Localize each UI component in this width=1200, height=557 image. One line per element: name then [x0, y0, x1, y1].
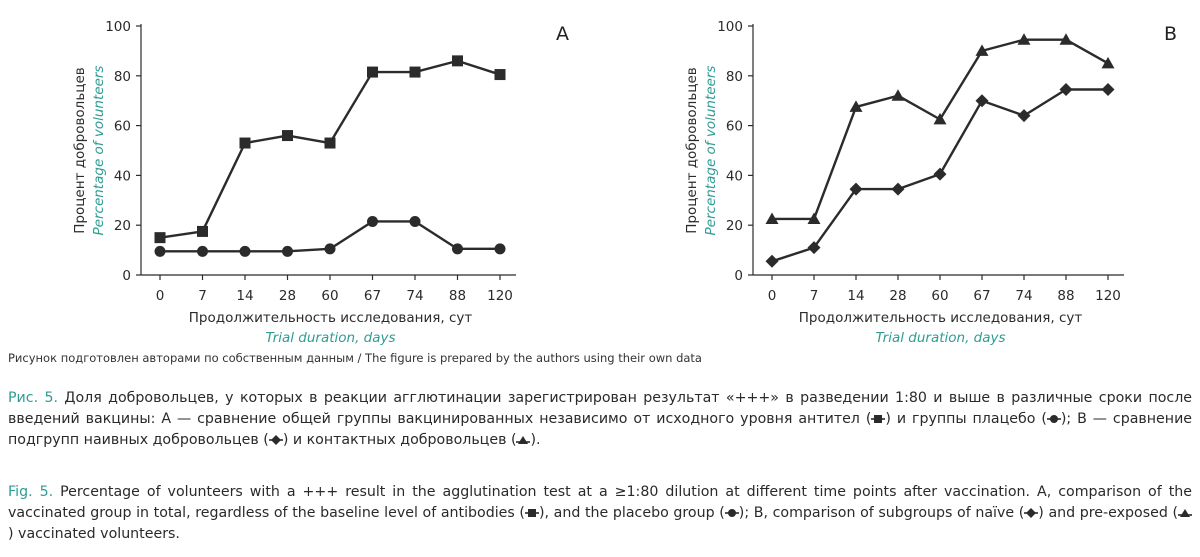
- data-point-circle: [282, 246, 293, 257]
- data-point-square: [197, 226, 208, 237]
- x-tick-label: 88: [1057, 288, 1075, 304]
- data-point-triangle: [892, 89, 905, 101]
- y-tick-label: 60: [113, 118, 131, 135]
- series-line-triangle: [772, 40, 1108, 219]
- x-tick-label: 28: [889, 288, 907, 304]
- y-tick-label: 100: [105, 19, 131, 35]
- y-tick-label: 40: [113, 168, 131, 185]
- data-point-diamond: [766, 255, 779, 268]
- x-tick-label: 67: [973, 288, 991, 304]
- x-axis-title: Продолжительность исследования, сут: [798, 310, 1083, 326]
- chart-panel-a: [72, 19, 569, 346]
- x-axis-title-en: Trial duration, days: [875, 330, 1006, 346]
- data-point-circle: [325, 243, 336, 254]
- x-tick-label: 7: [198, 288, 207, 304]
- data-point-diamond: [892, 183, 905, 196]
- caption-en-text-5: ) vaccinated volunteers.: [8, 526, 180, 542]
- y-tick-label: 80: [113, 68, 131, 85]
- diamond-marker-icon: [269, 435, 283, 445]
- panel-letter: A: [556, 23, 569, 45]
- source-note: Рисунок подготовлен авторами по собственным данным / The figure is prepared by the authors using their own data: [8, 351, 702, 365]
- x-tick-label: 14: [847, 288, 865, 304]
- square-marker-icon: [525, 508, 539, 518]
- data-point-triangle: [1102, 57, 1115, 69]
- x-tick-label: 0: [767, 288, 777, 304]
- data-point-square: [367, 67, 378, 78]
- y-tick-label: 0: [734, 268, 743, 284]
- series-line-square: [160, 61, 500, 238]
- x-tick-label: 74: [1015, 288, 1033, 304]
- y-tick-label: 80: [725, 68, 743, 85]
- data-point-square: [240, 138, 251, 149]
- x-tick-label: 28: [278, 288, 297, 304]
- data-point-diamond: [976, 94, 989, 107]
- caption-ru-text-3: ); В — сравнение подгрупп наивных добровольцев (: [8, 411, 1193, 448]
- x-tick-label: 88: [448, 288, 467, 304]
- data-point-circle: [240, 246, 251, 257]
- x-tick-label: 120: [487, 288, 513, 304]
- data-point-diamond: [934, 168, 947, 181]
- caption-ru: [8, 388, 1192, 451]
- x-axis-title: Продолжительность исследования, сут: [188, 310, 473, 326]
- circle-marker-icon: [725, 508, 739, 518]
- data-point-square: [325, 138, 336, 149]
- triangle-marker-icon: [516, 435, 530, 445]
- triangle-marker-icon: [1178, 508, 1192, 518]
- data-point-circle: [410, 216, 421, 227]
- caption-en-text-4: ) and pre-exposed (: [1038, 505, 1179, 521]
- data-point-diamond: [1018, 109, 1031, 122]
- caption-ru-text-1: Доля добровольцев, у которых в реакции агглютинации зарегистрирован результат «+++» в разведении 1:80 и выше в различные сроки после введений вакцины: А — сравнение общей группы вакцинированных независимо от исходного уровня антител (: [8, 390, 1192, 427]
- data-point-square: [452, 55, 463, 66]
- x-axis-title-en: Trial duration, days: [265, 330, 396, 346]
- x-tick-label: 0: [155, 288, 165, 304]
- data-point-square: [155, 232, 166, 243]
- data-point-circle: [367, 216, 378, 227]
- x-tick-label: 60: [931, 288, 949, 304]
- data-point-circle: [155, 246, 166, 257]
- data-point-circle: [495, 243, 506, 254]
- data-point-circle: [197, 246, 208, 257]
- panel-letter: B: [1164, 23, 1178, 45]
- caption-ru-text-5: ).: [530, 432, 541, 448]
- caption-en-text-3: ); B, comparison of subgroups of naïve (: [738, 505, 1025, 521]
- y-tick-label: 0: [122, 268, 131, 284]
- y-axis-title-en: Percentage of volunteers: [91, 65, 107, 236]
- data-point-circle: [452, 243, 463, 254]
- y-tick-label: 40: [725, 168, 743, 185]
- diamond-marker-icon: [1024, 508, 1038, 518]
- x-tick-label: 120: [1095, 288, 1121, 304]
- data-point-diamond: [1060, 83, 1073, 96]
- y-axis-title: Процент добровольцев: [72, 67, 88, 234]
- x-tick-label: 14: [236, 288, 254, 304]
- chart-panel-b: [684, 19, 1177, 346]
- y-axis-title-en: Percentage of volunteers: [703, 65, 719, 236]
- y-tick-label: 20: [725, 218, 743, 235]
- caption-ru-text-4: ) и контактных добровольцев (: [282, 432, 517, 448]
- y-axis-title: Процент добровольцев: [684, 67, 700, 234]
- x-tick-label: 60: [321, 288, 339, 304]
- data-point-triangle: [934, 113, 947, 125]
- y-tick-label: 100: [717, 19, 743, 35]
- y-tick-label: 60: [725, 118, 743, 135]
- x-tick-label: 7: [809, 288, 819, 304]
- data-point-square: [282, 130, 293, 141]
- caption-en: [8, 482, 1192, 545]
- square-marker-icon: [871, 414, 885, 424]
- data-point-square: [495, 69, 506, 80]
- caption-en-text-1: Percentage of volunteers with a +++ result in the agglutination test at a ≥1:80 dilution at different time points after vaccination. A, comparison of the vaccinated group in total, regardless of the baseline level of antibodies (: [8, 484, 1192, 521]
- x-tick-label: 74: [406, 288, 424, 304]
- data-point-square: [410, 67, 421, 78]
- y-tick-label: 20: [113, 218, 131, 235]
- caption-en-label: Fig. 5.: [8, 484, 54, 500]
- caption-ru-label: Рис. 5.: [8, 390, 59, 406]
- x-tick-label: 67: [363, 288, 382, 304]
- caption-ru-text-2: ) и группы плацебо (: [885, 411, 1047, 427]
- circle-marker-icon: [1047, 414, 1061, 424]
- caption-en-text-2: ), and the placebo group (: [538, 505, 725, 521]
- data-point-diamond: [1102, 83, 1115, 96]
